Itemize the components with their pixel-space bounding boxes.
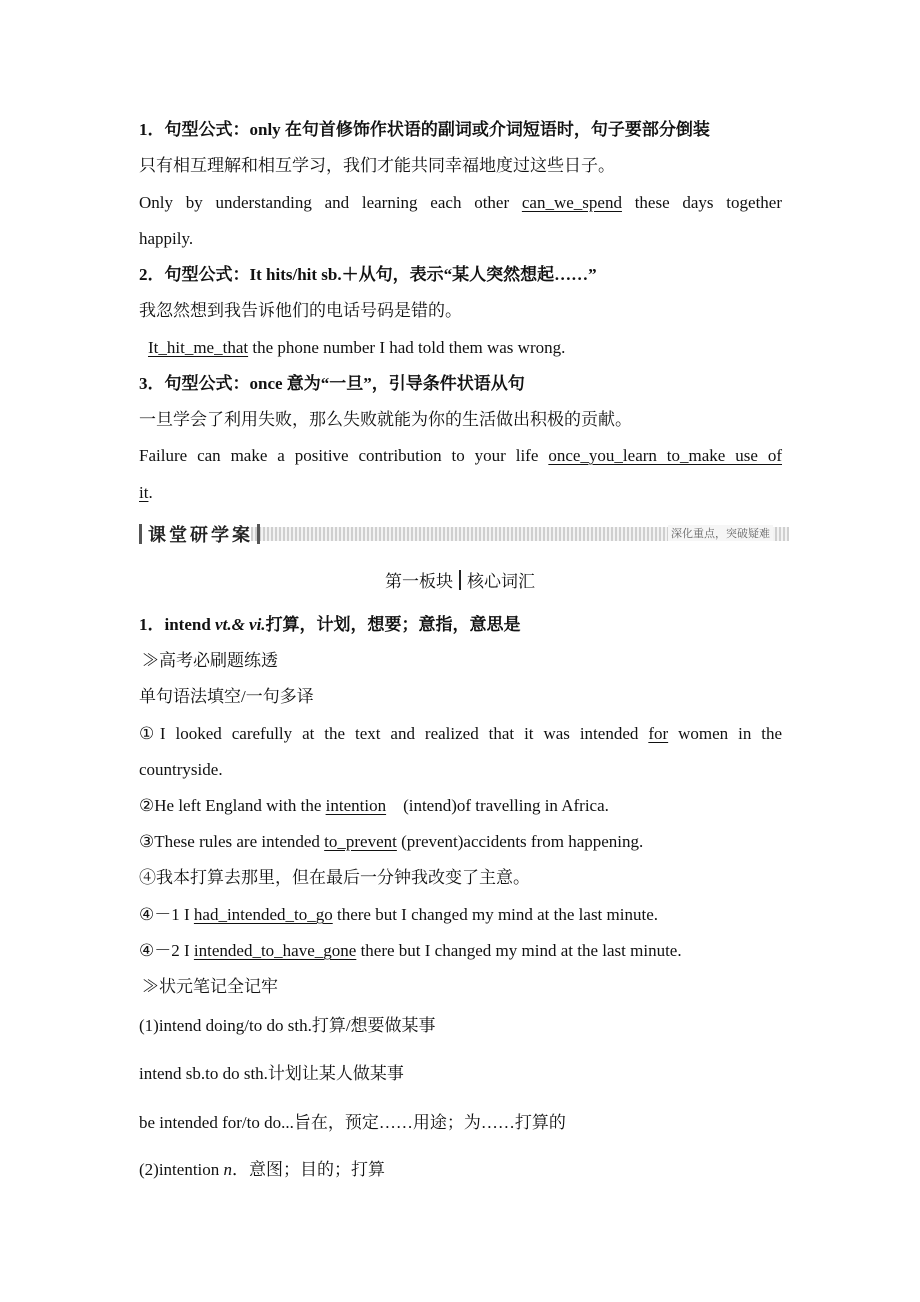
pattern-1-heading: [139, 119, 710, 141]
vocab-entry-heading: [139, 614, 521, 636]
question-2: [139, 795, 609, 817]
section-header-right: 核心词汇: [467, 572, 535, 591]
pattern-2-chinese: 我忽然想到我告诉他们的电话号码是错的。: [139, 301, 462, 320]
section-banner: [139, 521, 789, 547]
banner-right-bar: [257, 524, 260, 544]
vocab-word: intend: [164, 615, 211, 634]
pattern-3-heading: [139, 373, 525, 395]
pattern-3-english: [139, 445, 782, 467]
question-4-chinese: ④我本打算去那里，但在最后一分钟我改变了主意。: [139, 868, 530, 887]
banner-title-group: [139, 523, 260, 545]
pattern-2-answer: It_hit_me_that: [148, 338, 249, 357]
note-2: intend sb.to do sth.计划让某人做某事: [139, 1064, 404, 1083]
pattern-3-answer: once_you_learn to_make use of: [548, 446, 782, 465]
question-4-1: [139, 904, 658, 926]
question-1-post: women in the: [678, 724, 783, 743]
question-4-1-answer: had_intended_to_go: [193, 905, 333, 924]
question-1-answer: for: [648, 724, 669, 743]
vocab-entry-number: 1．: [139, 615, 165, 634]
pattern-2-english: [148, 337, 565, 359]
question-1-pre: ①I looked carefully at the text and realized that it was intended: [139, 724, 639, 743]
pattern-3-answer-cont: it: [139, 483, 149, 502]
pattern-2-label: 句型公式：: [164, 265, 250, 284]
section-divider: [459, 570, 461, 590]
pattern-1-number: 1．: [139, 120, 165, 139]
question-2-post: (intend)of travelling in Africa.: [403, 796, 609, 815]
note-3: be intended for/to do...旨在，预定……用途；为……打算的: [139, 1113, 566, 1132]
banner-title: 课堂研学案: [148, 525, 253, 546]
pattern-2-english-post: the phone number I had told them was wrong.: [252, 338, 566, 357]
question-4-2-post: there but I changed my mind at the last minute.: [360, 941, 682, 960]
question-4-1-post: there but I changed my mind at the last minute.: [336, 905, 658, 924]
pattern-1-text: only 在句首修饰作状语的副词或介词短语时，句子要部分倒装: [249, 120, 710, 139]
note-1: (1)intend doing/to do sth.打算/想要做某事: [139, 1016, 436, 1035]
note-4: [139, 1159, 385, 1181]
vocab-pos: vt.& vi.: [215, 615, 266, 634]
pattern-1-answer: can_we_spend: [521, 193, 622, 212]
pattern-1-label: 句型公式：: [164, 120, 250, 139]
pattern-3-english-cont: [139, 482, 153, 504]
question-2-answer: intention: [325, 796, 387, 815]
pattern-1-english-cont: happily.: [139, 229, 194, 248]
question-4-2-answer: intended_to_have_gone: [193, 941, 357, 960]
pattern-2-number: 2．: [139, 265, 165, 284]
pattern-3-number: 3．: [139, 374, 165, 393]
pattern-1-english-pre: Only by understanding and learning each other: [139, 193, 510, 212]
question-4-2-pre: ④－2 I: [139, 941, 190, 960]
pattern-2-heading: [139, 264, 597, 286]
pattern-3-text: once 意为“一旦”，引导条件状语从句: [249, 374, 525, 393]
subheading-notes: ≫状元笔记全记牢: [142, 977, 278, 996]
section-header-left: 第一板块: [385, 572, 453, 591]
banner-left-bar: [139, 524, 142, 544]
pattern-3-period: .: [148, 483, 153, 502]
section-header: [0, 570, 920, 593]
vocab-meaning: 打算，计划，想要；意指，意思是: [265, 615, 521, 634]
question-2-pre: ②He left England with the: [139, 796, 322, 815]
pattern-3-english-pre: Failure can make a positive contribution to your life: [139, 446, 539, 465]
question-3-answer: to_prevent: [324, 832, 397, 851]
question-1: [139, 723, 782, 745]
note-4-post: ．意图；目的；打算: [232, 1160, 386, 1179]
pattern-1-chinese: 只有相互理解和相互学习，我们才能共同幸福地度过这些日子。: [139, 156, 615, 175]
subheading-practice: ≫高考必刷题练透: [142, 651, 278, 670]
note-4-pos: n: [223, 1160, 233, 1179]
question-4-2: [139, 940, 682, 962]
question-4-1-pre: ④－1 I: [139, 905, 190, 924]
note-4-pre: (2)intention: [139, 1160, 220, 1179]
pattern-1-english-post: these days together: [634, 193, 782, 212]
question-1-cont: countryside.: [139, 760, 223, 779]
pattern-3-label: 句型公式：: [164, 374, 250, 393]
question-3: [139, 831, 643, 853]
pattern-1-english: [139, 192, 782, 214]
question-3-post: (prevent)accidents from happening.: [401, 832, 644, 851]
pattern-2-text: It hits/hit sb.＋从句，表示“某人突然想起……”: [249, 265, 597, 284]
question-3-pre: ③These rules are intended: [139, 832, 320, 851]
banner-subtitle: 深化重点，突破疑难: [668, 525, 773, 541]
task-label: 单句语法填空/一句多译: [139, 687, 314, 706]
pattern-3-chinese: 一旦学会了利用失败，那么失败就能为你的生活做出积极的贡献。: [139, 410, 632, 429]
